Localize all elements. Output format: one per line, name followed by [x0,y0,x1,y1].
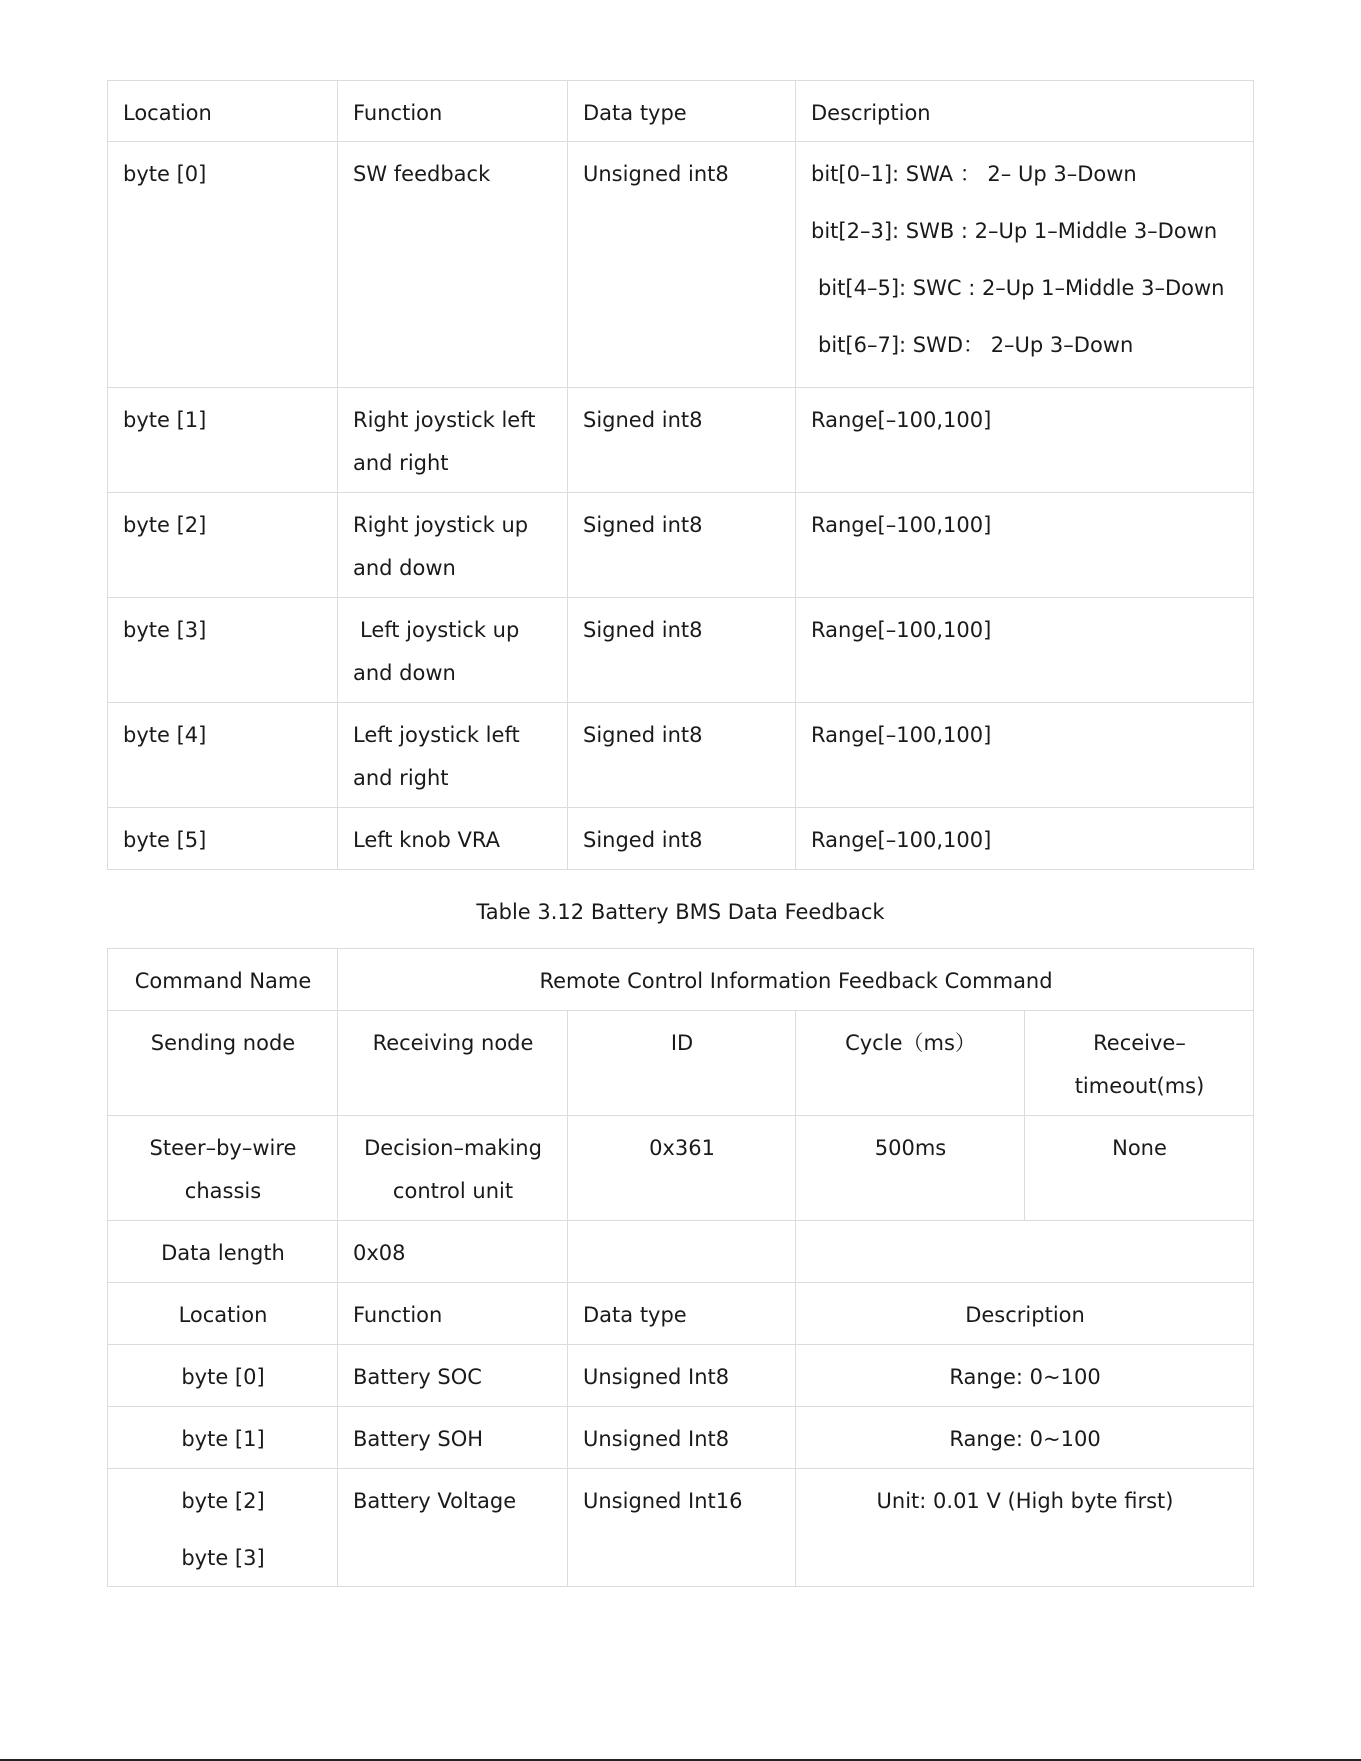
table-caption: Table 3.12 Battery BMS Data Feedback [476,900,885,924]
header-location: Location [108,1283,338,1345]
row-data-type: Unsigned Int8 [568,1345,796,1407]
sending-node-value [108,1116,338,1221]
empty-cell [796,1221,1254,1283]
row-data-type: Signed int8 [568,703,796,808]
table-row [108,493,1254,598]
table-row [108,1345,1254,1407]
header-data-type: Data type [568,1283,796,1345]
header-data-type: Data type [568,81,796,142]
row-description: Range: 0~100 [796,1345,1254,1407]
row-location: byte [1] [108,388,338,493]
table-row [108,808,1254,870]
row-description: Range[–100,100] [796,808,1254,870]
header-receiving-node: Receiving node [338,1011,568,1116]
node-header-row [108,1011,1254,1116]
id-value: 0x361 [568,1116,796,1221]
row-location: byte [4] [108,703,338,808]
data-length-label: Data length [108,1221,338,1283]
function-line: Left joystick left [353,723,520,747]
function-line: and down [353,556,456,580]
row-function: SW feedback [338,142,568,388]
row-location: byte [1] [108,1407,338,1469]
function-line: Right joystick up [353,513,529,537]
function-line: and down [353,661,456,685]
row-data-type: Signed int8 [568,388,796,493]
row-function: Left knob VRA [338,808,568,870]
function-line: and right [353,766,449,790]
sending-node-line: chassis [184,1179,262,1203]
data-length-value: 0x08 [338,1221,568,1283]
location-line: byte [3] [181,1546,265,1570]
data-length-row [108,1221,1254,1283]
row-data-type: Unsigned Int8 [568,1407,796,1469]
function-line: and right [353,451,449,475]
description-line: bit[4–5]: SWC : 2–Up 1–Middle 3–Down [818,276,1225,300]
header-function: Function [338,1283,568,1345]
command-name-row [108,949,1254,1011]
header-id: ID [568,1011,796,1116]
row-description [796,142,1254,388]
header-location: Location [108,81,338,142]
battery-bms-table [107,948,1254,1587]
row-description: Range: 0~100 [796,1407,1254,1469]
row-location: byte [0] [108,142,338,388]
row-location: byte [3] [108,598,338,703]
command-name-label: Command Name [108,949,338,1011]
description-line: bit[0–1]: SWA ： 2– Up 3–Down [811,162,1137,186]
row-function [338,388,568,493]
row-function [338,703,568,808]
row-data-type: Unsigned int8 [568,142,796,388]
receive-timeout-value: None [1025,1116,1254,1221]
description-line: bit[6–7]: SWD： 2–Up 3–Down [818,333,1134,357]
row-location [108,1469,338,1587]
receive-timeout-line: timeout(ms) [1074,1074,1205,1098]
row-location: byte [0] [108,1345,338,1407]
table-header-row [108,81,1254,142]
receiving-node-line: Decision–making [364,1136,542,1160]
row-function [338,598,568,703]
empty-cell [568,1221,796,1283]
cycle-value: 500ms [796,1116,1025,1221]
row-function: Battery Voltage [338,1469,568,1587]
receiving-node-line: control unit [392,1179,514,1203]
row-location: byte [2] [108,493,338,598]
table-row [108,388,1254,493]
row-function: Battery SOC [338,1345,568,1407]
row-data-type: Unsigned Int16 [568,1469,796,1587]
receive-timeout-line: Receive– [1093,1031,1186,1055]
header-receive-timeout [1025,1011,1254,1116]
description-line: bit[2–3]: SWB : 2–Up 1–Middle 3–Down [811,219,1218,243]
header-description: Description [796,1283,1254,1345]
row-description: Unit: 0.01 V (High byte first) [796,1469,1254,1587]
row-function: Battery SOH [338,1407,568,1469]
table-row [108,142,1254,388]
row-description: Range[–100,100] [796,493,1254,598]
header-sending-node: Sending node [108,1011,338,1116]
node-value-row [108,1116,1254,1221]
function-line: Right joystick left [353,408,536,432]
table-header-row [108,1283,1254,1345]
table-row [108,1469,1254,1587]
row-description: Range[–100,100] [796,598,1254,703]
table-row [108,703,1254,808]
row-data-type: Singed int8 [568,808,796,870]
command-name-value: Remote Control Information Feedback Command [338,949,1254,1011]
header-description: Description [796,81,1254,142]
row-description: Range[–100,100] [796,703,1254,808]
can-frame-table [107,80,1254,870]
header-function: Function [338,81,568,142]
table-row [108,1407,1254,1469]
row-location: byte [5] [108,808,338,870]
row-function [338,493,568,598]
function-line: Left joystick up [360,618,520,642]
row-data-type: Signed int8 [568,493,796,598]
row-data-type: Signed int8 [568,598,796,703]
receiving-node-value [338,1116,568,1221]
sending-node-line: Steer–by–wire [149,1136,297,1160]
row-description: Range[–100,100] [796,388,1254,493]
table-row [108,598,1254,703]
header-cycle: Cycle（ms） [796,1011,1025,1116]
location-line: byte [2] [181,1489,265,1513]
